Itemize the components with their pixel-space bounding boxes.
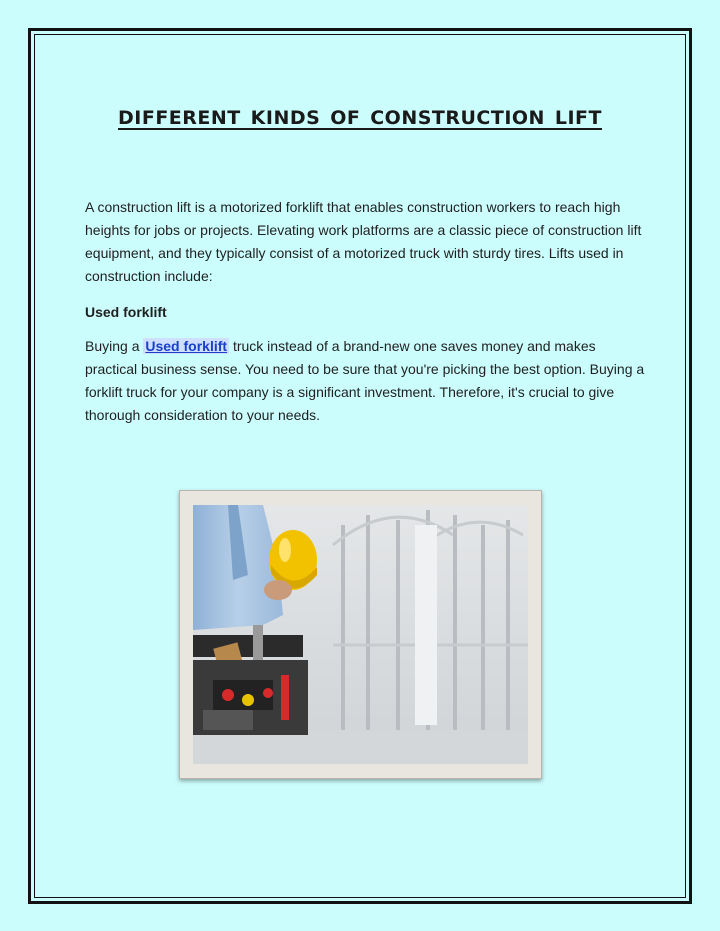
construction-photo-frame (179, 490, 542, 779)
construction-worker-illustration (193, 505, 528, 764)
construction-worker-photo (193, 505, 528, 764)
paragraph-text-before: Buying a (85, 338, 144, 354)
used-forklift-link[interactable]: Used forklift (145, 338, 228, 354)
paragraph-text-after: truck instead of a brand-new one saves money and makes practical business sense. You need to be sure that you're picking the best option. Buying a forklift truck for your company is a significant investment. Therefore, it's crucial to give thorough consideration to your needs. (85, 338, 645, 423)
section-paragraph (85, 335, 645, 427)
intro-paragraph: A construction lift is a motorized forklift that enables construction workers to reach high heights for jobs or projects. Elevating work platforms are a classic piece of construction lift equipment, and they typically consist of a motorized truck with sturdy tires. Lifts used in construction include: (85, 199, 642, 284)
section-heading: Used forklift (85, 304, 167, 320)
document-title: different kinds of construction lift (118, 100, 602, 131)
